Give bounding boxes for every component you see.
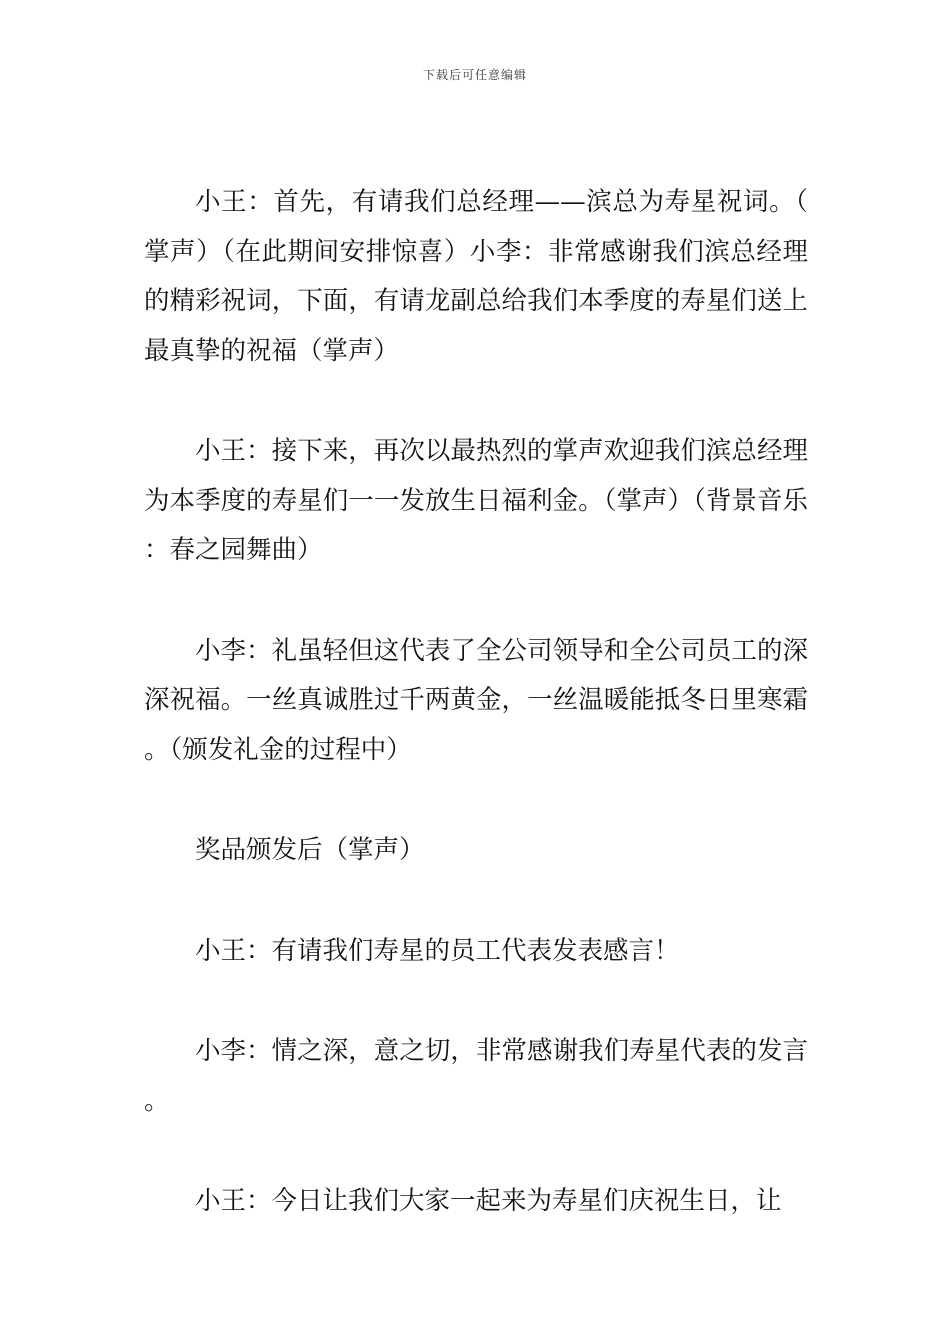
paragraph-1: 小王：首先，有请我们总经理——滨总为寿星祝词。（掌声）（在此期间安排惊喜）小李：非常感谢我们滨总经理的精彩祝词，下面，有请龙副总给我们本季度的寿星们送上最真挚的祝福（掌声） — [144, 187, 808, 366]
paragraph-2: 小王：接下来，再次以最热烈的掌声欢迎我们滨总经理为本季度的寿星们一一发放生日福利金。（掌声）（背景音乐：春之园舞曲） — [144, 436, 808, 565]
paragraph-5: 小王：有请我们寿星的员工代表发表感言！ — [195, 935, 680, 966]
page-header-note: 下载后可任意编辑 — [422, 68, 527, 82]
paragraph-3: 小李：礼虽轻但这代表了全公司领导和全公司员工的深深祝福。一丝真诚胜过千两黄金，一丝温暖能抵冬日里寒霜。（颁发礼金的过程中） — [144, 635, 808, 765]
paragraph-6: 小李：情之深，意之切，非常感谢我们寿星代表的发言。 — [144, 1036, 808, 1116]
paragraph-4: 奖品颁发后（掌声） — [195, 835, 425, 865]
paragraph-7: 小王：今日让我们大家一起来为寿星们庆祝生日，让 — [195, 1186, 782, 1216]
document-body — [144, 178, 808, 1278]
